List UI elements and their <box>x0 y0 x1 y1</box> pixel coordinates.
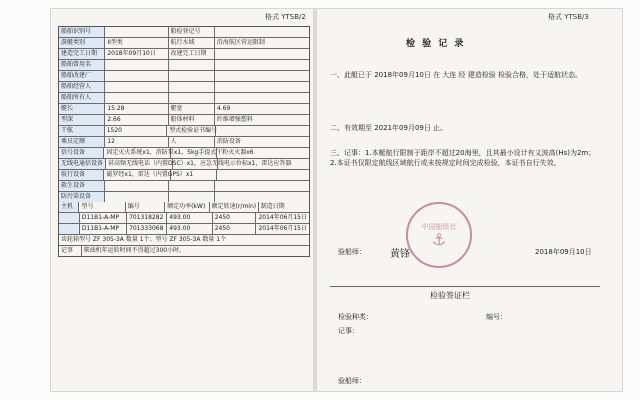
info-row <box>59 137 309 148</box>
field-label: 艇宽 <box>169 104 215 114</box>
field-value: 沿海航区营运限制 <box>216 39 265 46</box>
field-value: 2018年09月10日 <box>105 49 168 59</box>
info-row <box>59 192 309 202</box>
engine-header-speed: 额定转速(r/min) <box>210 202 259 212</box>
surveyor-label: 验船师： <box>338 248 366 256</box>
field-label: 防污染设备 <box>59 192 105 202</box>
info-row <box>59 159 309 170</box>
field-label: 船舶经营人 <box>59 82 105 92</box>
info-row <box>59 181 309 192</box>
survey-record-title: 检 验 记 录 <box>406 39 466 49</box>
number-label: 编号： <box>486 313 507 321</box>
engine-power: 493.00 <box>167 213 212 223</box>
field-label <box>171 148 216 158</box>
engine-model: D11B1-A-MP <box>80 213 127 223</box>
info-row <box>59 93 309 104</box>
field-value <box>105 93 168 103</box>
engine-side-label: 主机 <box>59 202 79 212</box>
right-page <box>316 8 623 392</box>
engine-power: 493.00 <box>167 224 212 234</box>
field-label: 改建完工日期 <box>169 49 215 59</box>
note-label: 记事 <box>59 246 82 256</box>
info-row <box>59 82 309 93</box>
field-label: 船舶曾用名 <box>59 60 105 70</box>
field-value <box>105 71 168 81</box>
engine-speed: 2450 <box>213 224 257 234</box>
right-format-code: 格式 YTSB/3 <box>548 13 589 21</box>
field-label: 人 <box>169 137 215 147</box>
info-row <box>59 60 309 71</box>
engine-number: 701318282 <box>127 213 167 223</box>
field-value <box>215 181 309 191</box>
record-item-3: 三、记事：1.本艇航行限制于距岸不超过20海里，且其最小设计有义波高(Hs)为2m；2.本证书仅限定航线区域航行或未按规定时间完成检验，本证书自行失效。 <box>330 149 596 167</box>
field-value: II型类 <box>105 38 168 48</box>
note-row <box>59 246 309 256</box>
field-label <box>169 71 215 81</box>
field-label <box>169 181 215 191</box>
field-value <box>218 159 309 169</box>
field-value: 12 <box>105 137 168 147</box>
info-row <box>59 104 309 115</box>
field-value <box>215 27 309 37</box>
anchor-icon: ⚓ <box>431 230 447 249</box>
field-value: 消防设备 <box>216 138 241 145</box>
field-value <box>215 49 309 59</box>
info-row <box>59 71 309 82</box>
engine-date: 2014年06月15日 <box>258 225 307 232</box>
stamp-text: 中国船级社 <box>421 223 457 231</box>
field-label: 航行水域 <box>169 38 215 48</box>
surveyor-label-2: 验船师： <box>338 377 366 385</box>
field-label <box>169 60 215 70</box>
field-value: 15.28 <box>105 104 168 114</box>
field-label: 干舷 <box>59 126 105 136</box>
field-value: 4.69 <box>216 105 231 112</box>
field-label: 船舶识别号 <box>59 27 105 37</box>
left-format-code: 格式 YTSB/2 <box>265 13 306 21</box>
note-text: 柴油机年运转时间不得超过300小时。 <box>83 247 186 254</box>
engine-row <box>59 213 309 224</box>
field-label: 艇长 <box>59 104 105 114</box>
gearbox-text: 齿轮箱型号 ZF 305-3A 数量 1个；型号 ZF 305-3A 数量 1个 <box>61 236 227 243</box>
field-value <box>215 60 309 70</box>
engine-row <box>59 224 309 235</box>
field-label: 型式检验证书编号 <box>169 127 218 134</box>
ship-info-table <box>58 26 310 257</box>
field-value <box>215 93 309 103</box>
info-row <box>59 49 309 60</box>
field-value <box>215 82 309 92</box>
field-label: 游艇类别 <box>59 38 105 48</box>
field-value <box>215 71 309 81</box>
engine-model: D11B1-A-MP <box>80 224 127 234</box>
info-row <box>59 27 309 38</box>
field-value <box>217 170 309 180</box>
info-row <box>59 126 309 137</box>
field-value: 磁罗经x1，雷达（内置GPS）x1 <box>106 171 194 178</box>
field-value: 固定灭火系统x1，消防泵x1，5kg手提式干粉灭火器x6 <box>106 149 254 156</box>
field-value: 1520 <box>105 126 167 136</box>
field-label: 船检登记号 <box>169 27 215 37</box>
engine-header-power: 额定功率(kW) <box>165 202 210 212</box>
field-value <box>215 192 309 202</box>
field-label: 船体材料 <box>169 115 215 125</box>
surveyor-signature: 黄锋 <box>390 249 410 260</box>
field-label: 信号设备 <box>59 148 104 158</box>
field-label: 航行设备 <box>59 170 104 180</box>
field-label: 建造完工日期 <box>59 49 105 59</box>
field-label: 型深 <box>59 115 105 125</box>
engine-header-model: 型号 <box>79 202 125 212</box>
field-label: 船舶所有人 <box>59 93 105 103</box>
engine-number: 701333068 <box>127 224 167 234</box>
section-divider <box>330 286 600 287</box>
field-label: 救生设备 <box>59 181 105 191</box>
field-value: 2.66 <box>105 115 168 125</box>
field-label: 船舶改建厂 <box>59 71 105 81</box>
remarks-label: 记事： <box>338 327 359 335</box>
inspection-kind-label: 检验种类： <box>338 313 373 321</box>
engine-speed: 2450 <box>213 213 257 223</box>
record-item-2: 二、有效期至 2021年09月09日 止。 <box>330 124 448 132</box>
field-value: 纤维增强塑料 <box>216 116 253 123</box>
field-value <box>216 126 309 136</box>
field-label: 无线电通信设备 <box>59 159 106 169</box>
engine-header-row <box>59 202 309 213</box>
field-label <box>169 93 215 103</box>
field-value <box>105 181 168 191</box>
info-row <box>59 148 309 159</box>
field-label: 乘员定额 <box>59 137 105 147</box>
engine-date: 2014年06月15日 <box>258 214 307 221</box>
info-row <box>59 115 309 126</box>
gearbox-row <box>59 235 309 246</box>
field-value <box>105 27 168 37</box>
field-value: 甚高频无线电话（内置DSC）x1，应急无线电示位标x1，雷达应答器 <box>108 160 292 167</box>
field-value <box>105 60 168 70</box>
ccs-stamp <box>406 202 472 268</box>
field-label <box>169 192 215 202</box>
field-value <box>217 148 309 158</box>
field-label <box>169 82 215 92</box>
record-item-1: 一、此艇已于 2018年09月10日 在 大连 经 建造检验 检验合格，处于适航状态。 <box>330 71 582 79</box>
field-value <box>105 192 168 202</box>
engine-header-date: 制造日期 <box>260 203 285 210</box>
info-row <box>59 38 309 49</box>
info-row <box>59 170 309 181</box>
field-label <box>173 159 218 169</box>
endorsement-title: 检验签证栏 <box>430 291 470 300</box>
survey-date: 2018年09月10日 <box>535 248 592 256</box>
field-label <box>171 170 216 180</box>
engine-header-number: 编号 <box>126 202 165 212</box>
field-value <box>105 82 168 92</box>
